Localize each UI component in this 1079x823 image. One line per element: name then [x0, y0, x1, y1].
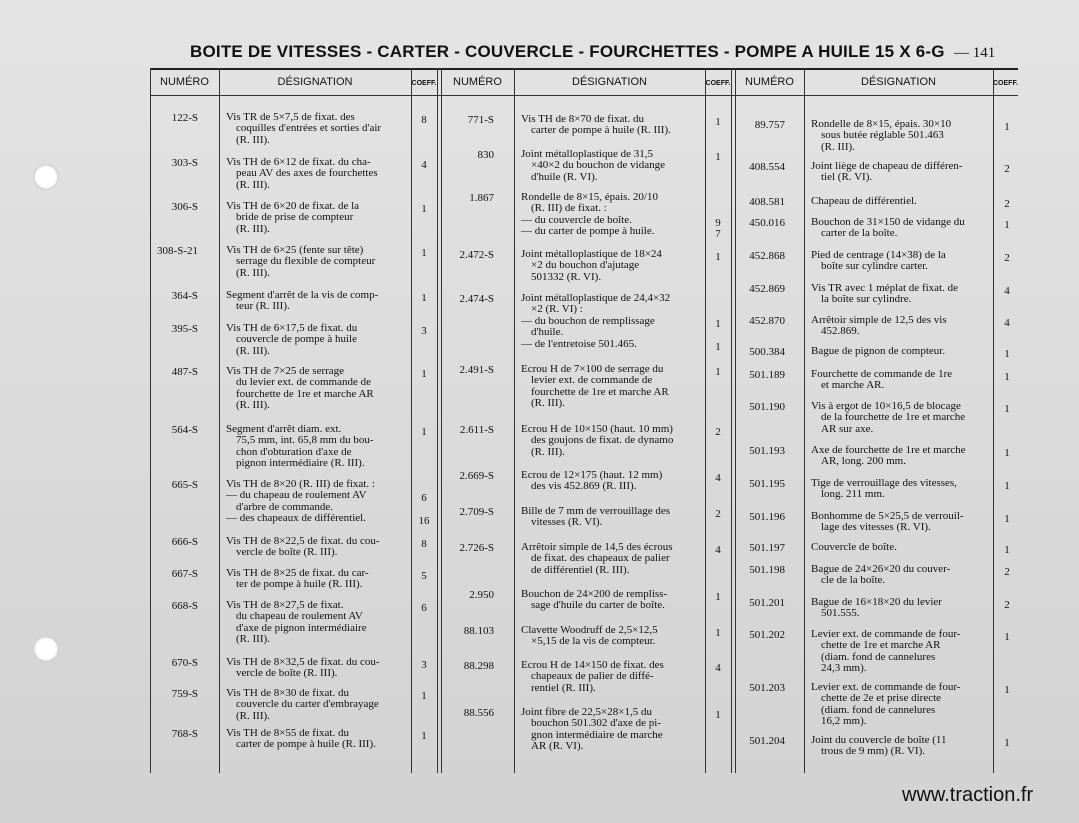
part-designation: Segment d'arrêt de la vis de comp- — [226, 289, 379, 301]
part-number: 665-S — [171, 479, 198, 491]
part-designation: chette de 1re et marche AR — [821, 639, 941, 652]
part-designation: Joint du couvercle de boîte (11 — [811, 734, 947, 746]
part-designation: Fourchette de commande de 1re — [811, 368, 953, 380]
part-number: 501.196 — [749, 511, 785, 523]
part-coefficient: 3 — [421, 659, 427, 671]
column-rule — [219, 68, 220, 773]
part-coefficient: 4 — [715, 662, 721, 674]
table-top-rule — [150, 68, 1018, 70]
part-number: 308-S-21 — [157, 245, 198, 257]
part-designation: Arrêtoir simple de 14,5 des écrous — [521, 541, 673, 553]
part-designation: bride de prise de compteur — [236, 211, 354, 224]
part-coefficient: 1 — [715, 251, 721, 263]
part-number: 501.201 — [749, 597, 785, 609]
part-designation: rentiel (R. III). — [531, 681, 596, 694]
part-designation: Joint fibre de 22,5×28×1,5 du — [521, 706, 652, 718]
part-number: 452.869 — [749, 283, 785, 295]
part-designation: ×2 (R. VI) : — [531, 303, 583, 316]
part-coefficient: 1 — [715, 591, 721, 603]
part-coefficient: 1 — [715, 116, 721, 128]
part-designation: (R. III). — [236, 222, 270, 235]
part-designation: teur (R. III). — [236, 300, 290, 313]
part-designation: Levier ext. de commande de four- — [811, 681, 961, 693]
part-coefficient: 1 — [1004, 737, 1010, 749]
part-number: 88.103 — [463, 625, 494, 637]
header-numero: NUMÉRO — [745, 76, 794, 88]
part-designation: d'axe de pignon intermédiaire — [236, 621, 367, 634]
part-designation: (R. III). — [531, 445, 565, 458]
part-designation: 75,5 mm, int. 65,8 mm du bou- — [236, 434, 374, 447]
part-designation: carter de la boîte. — [821, 227, 898, 240]
part-coefficient: 8 — [421, 114, 427, 126]
part-coefficient: 2 — [715, 426, 721, 438]
part-coefficient: 1 — [1004, 544, 1010, 556]
part-number: 303-S — [171, 157, 198, 169]
part-number: 768-S — [171, 728, 198, 740]
part-designation: Bouchon de 31×150 de vidange du — [811, 216, 965, 228]
part-designation: — des chapeaux de différentiel. — [226, 512, 366, 525]
part-number: 771-S — [467, 114, 494, 126]
part-number: 564-S — [171, 424, 198, 436]
part-number: 364-S — [171, 290, 198, 302]
part-coefficient: 1 — [421, 247, 427, 259]
part-designation: Arrêtoir simple de 12,5 des vis — [811, 314, 947, 326]
part-designation: de la fourchette de 1re et marche — [821, 411, 966, 424]
part-designation: de fixat. des chapeaux de palier — [531, 552, 670, 565]
part-designation: Vis TH de 6×20 de fixat. de la — [226, 200, 360, 212]
part-designation: d'huile. — [531, 326, 564, 339]
punch-hole — [33, 164, 59, 190]
part-designation: ter de pompe à huile (R. III). — [236, 578, 363, 591]
part-designation: d'arbre de commande. — [236, 500, 333, 513]
part-designation: — du bouchon de remplissage — [521, 314, 655, 327]
part-designation: sous butée réglable 501.463 — [821, 129, 944, 142]
part-number: 122-S — [171, 112, 198, 124]
part-coefficient: 4 — [715, 544, 721, 556]
part-coefficient: 1 — [1004, 684, 1010, 696]
part-designation: vercle de boîte (R. III). — [236, 546, 338, 559]
part-designation: coquilles d'entrées et sorties d'air — [236, 122, 382, 135]
part-designation: (R. III). — [821, 140, 855, 153]
part-coefficient: 1 — [715, 317, 721, 330]
part-designation: cle de la boîte. — [821, 574, 886, 587]
part-designation: Axe de fourchette de 1re et marche — [811, 444, 966, 456]
part-number: 2.472-S — [459, 249, 494, 261]
part-number: 666-S — [171, 536, 198, 548]
page-number: — 141 — [954, 45, 996, 61]
part-coefficient: 2 — [1004, 599, 1010, 611]
part-coefficient: 1 — [1004, 513, 1010, 525]
part-designation: (R. III). — [236, 709, 270, 722]
column-rule — [731, 68, 732, 773]
part-coefficient: 2 — [1004, 252, 1010, 264]
part-designation: — du carter de pompe à huile. — [521, 225, 655, 238]
header-coeff: COEFF. — [993, 80, 1018, 87]
part-designation: Bouchon de 24×200 de rempliss- — [521, 588, 668, 600]
part-designation: (R. III). — [236, 133, 270, 146]
part-designation: Ecrou de 12×175 (haut. 12 mm) — [521, 469, 663, 481]
part-designation: chon d'obturation d'axe de — [236, 445, 352, 458]
part-number: 501.204 — [749, 735, 785, 747]
part-designation: Joint métalloplastique de 24,4×32 — [521, 292, 671, 304]
part-coefficient: 4 — [1004, 285, 1010, 297]
part-coefficient: 1 — [421, 368, 427, 380]
part-number: 408.581 — [749, 196, 785, 208]
part-designation: des goujons de fixat. de dynamo — [531, 434, 674, 447]
part-designation: ×2 du bouchon d'ajutage — [531, 259, 640, 272]
part-coefficient: 1 — [1004, 121, 1010, 133]
part-designation: Vis TH de 6×12 de fixat. du cha- — [226, 156, 371, 168]
part-designation: (R. III). — [236, 266, 270, 279]
part-designation: (R. III). — [236, 178, 270, 191]
part-coefficient: 4 — [421, 159, 427, 171]
part-designation: (diam. fond de cannelures — [821, 703, 936, 716]
part-coefficient: 16 — [418, 515, 430, 528]
part-designation: Joint métalloplastique de 31,5 — [521, 148, 653, 160]
part-designation: — du couvercle de boîte. — [521, 213, 632, 226]
column-rule — [441, 68, 442, 773]
part-designation: de différentiel (R. III). — [531, 563, 630, 576]
part-designation: couvercle du carter d'embrayage — [236, 698, 379, 711]
part-designation: Vis TH de 7×25 de serrage — [226, 365, 345, 377]
part-number: 667-S — [171, 568, 198, 580]
part-coefficient: 3 — [421, 325, 427, 337]
part-designation: la boîte sur cylindre. — [821, 293, 912, 306]
part-coefficient: 1 — [715, 709, 721, 721]
part-number: 2.611-S — [459, 424, 494, 436]
part-number: 395-S — [171, 323, 198, 335]
part-number: 501.197 — [749, 542, 785, 554]
part-designation: Bague de 16×18×20 du levier — [811, 596, 942, 608]
column-rule — [514, 68, 515, 773]
part-coefficient: 1 — [1004, 447, 1010, 459]
part-designation: Ecrou H de 14×150 de fixat. des — [521, 659, 664, 671]
header-numero: NUMÉRO — [453, 76, 502, 88]
part-designation: sage d'huile du carter de boîte. — [531, 599, 665, 612]
part-designation: fourchette de 1re et marche AR — [531, 385, 669, 398]
part-designation: 501.555. — [821, 607, 860, 620]
part-designation: Vis TH de 6×17,5 de fixat. du — [226, 322, 358, 334]
part-number: 501.193 — [749, 445, 785, 457]
part-designation: Bague de 24×26×20 du couver- — [811, 563, 951, 575]
part-designation: AR, long. 200 mm. — [821, 455, 906, 468]
part-number: 501.202 — [749, 629, 785, 641]
part-coefficient: 1 — [715, 340, 721, 353]
part-number: 2.950 — [469, 589, 494, 601]
part-designation: Vis TH de 6×25 (fente sur tête) — [226, 244, 364, 256]
part-designation: carter de pompe à huile (R. III). — [531, 124, 671, 137]
part-designation: trous de 9 mm) (R. VI). — [821, 745, 925, 758]
part-designation: 501332 (R. VI). — [531, 270, 602, 283]
part-number: 487-S — [171, 366, 198, 378]
part-designation: Vis TH de 8×22,5 de fixat. du cou- — [226, 535, 380, 547]
part-number: 2.709-S — [459, 506, 494, 518]
part-designation: gnon intermédiaire de marche — [531, 728, 663, 741]
part-coefficient: 2 — [1004, 198, 1010, 210]
part-designation: — de l'entretoise 501.465. — [521, 337, 637, 350]
part-designation: (R. III). — [236, 344, 270, 357]
part-designation: Bille de 7 mm de verrouillage des — [521, 505, 671, 517]
part-coefficient: 1 — [1004, 480, 1010, 492]
part-designation: pignon intermédiaire (R. III). — [236, 457, 365, 470]
part-designation: Vis TH de 8×30 de fixat. du — [226, 687, 349, 699]
part-designation: AR (R. VI). — [531, 740, 584, 753]
part-number: 306-S — [171, 201, 198, 213]
part-coefficient: 1 — [715, 151, 721, 163]
part-designation: et marche AR. — [821, 379, 885, 392]
part-number: 501.203 — [749, 682, 785, 694]
part-designation: ×40×2 du bouchon de vidange — [531, 159, 665, 172]
part-number: 501.195 — [749, 478, 785, 490]
part-number: 830 — [477, 149, 494, 161]
part-designation: (diam. fond de cannelures — [821, 650, 936, 663]
part-number: 2.726-S — [459, 542, 494, 554]
part-designation: Vis TH de 8×20 (R. III) de fixat. : — [226, 478, 375, 490]
part-designation: Vis TH de 8×25 de fixat. du car- — [226, 567, 369, 579]
part-designation: Vis TR de 5×7,5 de fixat. des — [226, 111, 355, 123]
part-coefficient: 1 — [1004, 348, 1010, 360]
part-designation: Vis TH de 8×70 de fixat. du — [521, 113, 644, 125]
header-designation: DÉSIGNATION — [277, 76, 353, 88]
column-rule — [150, 68, 151, 773]
part-designation: Tige de verrouillage des vitesses, — [811, 477, 957, 489]
page-title: BOITE DE VITESSES - CARTER - COUVERCLE - FOURCHETTES - POMPE A HUILE 15 X 6-G — [190, 42, 945, 61]
header-designation: DÉSIGNATION — [861, 76, 936, 88]
part-number: 759-S — [171, 688, 198, 700]
part-designation: 24,3 mm). — [821, 662, 867, 675]
column-rule — [804, 68, 805, 773]
part-coefficient: 1 — [421, 203, 427, 215]
part-number: 501.190 — [749, 401, 785, 413]
part-designation: bouchon 501.302 d'axe de pi- — [531, 717, 661, 730]
part-coefficient: 1 — [715, 366, 721, 378]
part-designation: Clavette Woodruff de 2,5×12,5 — [521, 624, 658, 636]
part-number: 452.870 — [749, 315, 785, 327]
part-designation: levier ext. de commande de — [531, 374, 653, 387]
part-coefficient: 9 — [715, 216, 721, 229]
part-number: 500.384 — [749, 346, 785, 358]
part-designation: Joint liège de chapeau de différen- — [811, 160, 963, 172]
part-designation: du chapeau de roulement AV — [236, 610, 363, 623]
table-header-rule — [150, 95, 1018, 96]
part-coefficient: 4 — [1004, 317, 1010, 329]
part-coefficient: 7 — [715, 228, 721, 241]
part-designation: du levier ext. de commande de — [236, 376, 372, 389]
part-designation: Vis TH de 8×27,5 de fixat. — [226, 599, 344, 611]
part-designation: vitesses (R. VI). — [531, 516, 603, 529]
part-coefficient: 1 — [1004, 371, 1010, 383]
part-coefficient: 8 — [421, 538, 427, 550]
part-coefficient: 1 — [421, 730, 427, 742]
part-designation: Ecrou H de 10×150 (haut. 10 mm) — [521, 423, 673, 435]
part-coefficient: 2 — [1004, 163, 1010, 175]
part-designation: lage des vitesses (R. VI). — [821, 521, 931, 534]
part-coefficient: 4 — [715, 472, 721, 484]
part-number: 1.867 — [469, 192, 494, 204]
part-designation: Segment d'arrêt diam. ext. — [226, 423, 342, 435]
part-designation: Couvercle de boîte. — [811, 541, 897, 553]
part-number: 668-S — [171, 600, 198, 612]
part-designation: Rondelle de 8×15, épais. 30×10 — [811, 118, 952, 130]
part-number: 670-S — [171, 657, 198, 669]
column-rule — [735, 68, 736, 773]
part-designation: vercle de boîte (R. III). — [236, 667, 338, 680]
part-coefficient: 1 — [1004, 219, 1010, 231]
part-designation: (R. III). — [236, 633, 270, 646]
part-designation: Vis TH de 8×32,5 de fixat. du cou- — [226, 656, 380, 668]
part-designation: serrage du flexible de compteur — [236, 255, 376, 268]
part-designation: chapeaux de palier de diffé- — [531, 670, 654, 683]
watermark: www.traction.fr — [902, 784, 1034, 806]
part-designation: (R. III). — [236, 399, 270, 412]
part-designation: 16,2 mm). — [821, 715, 867, 728]
part-designation: 452.869. — [821, 325, 860, 338]
part-designation: Pied de centrage (14×38) de la — [811, 249, 946, 261]
part-coefficient: 1 — [421, 292, 427, 304]
punch-hole — [33, 636, 59, 662]
part-designation: des vis 452.869 (R. III). — [531, 480, 637, 493]
part-number: 2.474-S — [459, 293, 494, 305]
part-designation: Chapeau de différentiel. — [811, 195, 917, 207]
part-designation: Bague de pignon de compteur. — [811, 345, 946, 357]
part-designation: (R. III) de fixat. : — [531, 202, 607, 215]
part-designation: tiel (R. VI). — [821, 171, 873, 184]
header-numero: NUMÉRO — [160, 76, 209, 88]
part-coefficient: 6 — [421, 602, 427, 614]
part-designation: couvercle de pompe à huile — [236, 333, 357, 346]
part-designation: (R. III). — [531, 397, 565, 410]
part-designation: Vis TR avec 1 méplat de fixat. de — [811, 282, 958, 294]
part-coefficient: 1 — [1004, 403, 1010, 415]
part-coefficient: 6 — [421, 492, 427, 505]
part-designation: — du chapeau de roulement AV — [226, 489, 367, 502]
part-number: 501.198 — [749, 564, 785, 576]
part-number: 88.556 — [463, 707, 494, 719]
part-number: 2.491-S — [459, 364, 494, 376]
part-number: 450.016 — [749, 217, 785, 229]
header-coeff: COEFF. — [411, 80, 437, 87]
part-coefficient: 2 — [1004, 566, 1010, 578]
part-designation: long. 211 mm. — [821, 488, 885, 501]
part-designation: boîte sur cylindre carter. — [821, 260, 928, 273]
part-coefficient: 2 — [715, 508, 721, 520]
part-designation: Vis à ergot de 10×16,5 de blocage — [811, 400, 961, 412]
part-coefficient: 5 — [421, 570, 427, 582]
part-designation: Joint métalloplastique de 18×24 — [521, 248, 662, 260]
part-number: 89.757 — [754, 119, 785, 131]
part-coefficient: 1 — [421, 426, 427, 438]
part-number: 408.554 — [749, 161, 785, 173]
part-designation: fourchette de 1re et marche AR — [236, 387, 374, 400]
header-coeff: COEFF. — [705, 80, 731, 87]
part-coefficient: 1 — [421, 690, 427, 702]
part-designation: ×5,15 de la vis de compteur. — [531, 635, 656, 648]
part-designation: peau AV des axes de fourchettes — [236, 167, 378, 180]
part-designation: chette de 2e et prise directe — [821, 692, 942, 705]
part-number: 501.189 — [749, 369, 785, 381]
part-designation: d'huile (R. VI). — [531, 170, 598, 183]
part-designation: Ecrou H de 7×100 de serrage du — [521, 363, 664, 375]
part-designation: Rondelle de 8×15, épais. 20/10 — [521, 191, 658, 203]
part-coefficient: 1 — [1004, 631, 1010, 643]
header-designation: DÉSIGNATION — [572, 76, 647, 88]
part-designation: Bonhomme de 5×25,5 de verrouil- — [811, 510, 964, 522]
part-designation: Vis TH de 8×55 de fixat. du — [226, 727, 349, 739]
part-number: 2.669-S — [459, 470, 494, 482]
column-rule — [437, 68, 438, 773]
part-designation: Levier ext. de commande de four- — [811, 628, 961, 640]
part-number: 452.868 — [749, 250, 785, 262]
part-number: 88.298 — [463, 660, 494, 672]
part-designation: AR sur axe. — [821, 422, 874, 435]
part-designation: carter de pompe à huile (R. III). — [236, 738, 376, 751]
part-coefficient: 1 — [715, 627, 721, 639]
